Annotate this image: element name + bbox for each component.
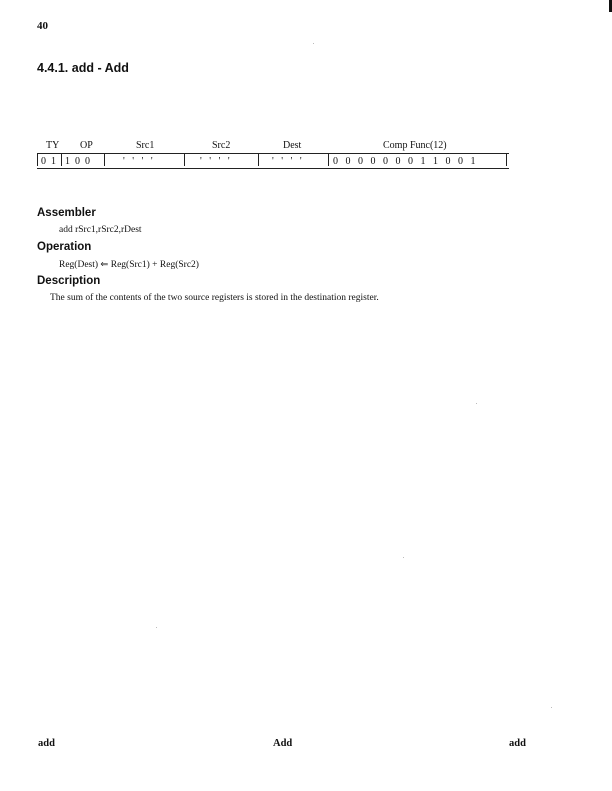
bits-op: 1 0 0 (65, 156, 90, 167)
description-label: Description (37, 275, 101, 287)
field-ty-label: TY (46, 140, 60, 151)
bit-separator (37, 154, 38, 166)
scan-speck (403, 557, 404, 558)
assembler-label: Assembler (37, 207, 96, 219)
bit-separator (328, 154, 329, 166)
field-op-label: OP (80, 140, 93, 151)
bit-separator (258, 154, 259, 166)
footer-left: add (38, 738, 55, 749)
field-src1-label: Src1 (136, 140, 155, 151)
section-heading: 4.4.1. add - Add (37, 61, 129, 75)
field-src2-label: Src2 (212, 140, 231, 151)
bit-separator (61, 154, 62, 166)
assembler-syntax: add rSrc1,rSrc2,rDest (59, 225, 142, 235)
bits-dest: ' ' ' ' (272, 156, 302, 167)
field-dest-label: Dest (283, 140, 302, 151)
scan-speck (551, 707, 552, 708)
footer-center: Add (273, 738, 293, 749)
description-text: The sum of the contents of the two source registers is stored in the destination register. (50, 293, 379, 303)
instruction-format-diagram (37, 140, 509, 180)
bits-comp-func: 0 0 0 0 0 0 0 1 1 0 0 1 (333, 156, 476, 167)
scan-speck (313, 43, 314, 44)
bit-separator (506, 154, 507, 166)
bit-separator (184, 154, 185, 166)
field-comp-func-label: Comp Func(12) (383, 140, 447, 151)
bits-ty: 0 1 (41, 156, 56, 167)
bit-row-rule (37, 168, 509, 169)
scan-speck (476, 403, 477, 404)
bits-src2: ' ' ' ' (200, 156, 230, 167)
bits-src1: ' ' ' ' (123, 156, 153, 167)
scan-speck (156, 627, 157, 628)
operation-expression: Reg(Dest) ⇐ Reg(Src1) + Reg(Src2) (59, 260, 199, 270)
field-header-rule (37, 153, 509, 154)
operation-label: Operation (37, 241, 92, 253)
page-number: 40 (37, 20, 48, 32)
bit-separator (104, 154, 105, 166)
footer-right: add (509, 738, 526, 749)
